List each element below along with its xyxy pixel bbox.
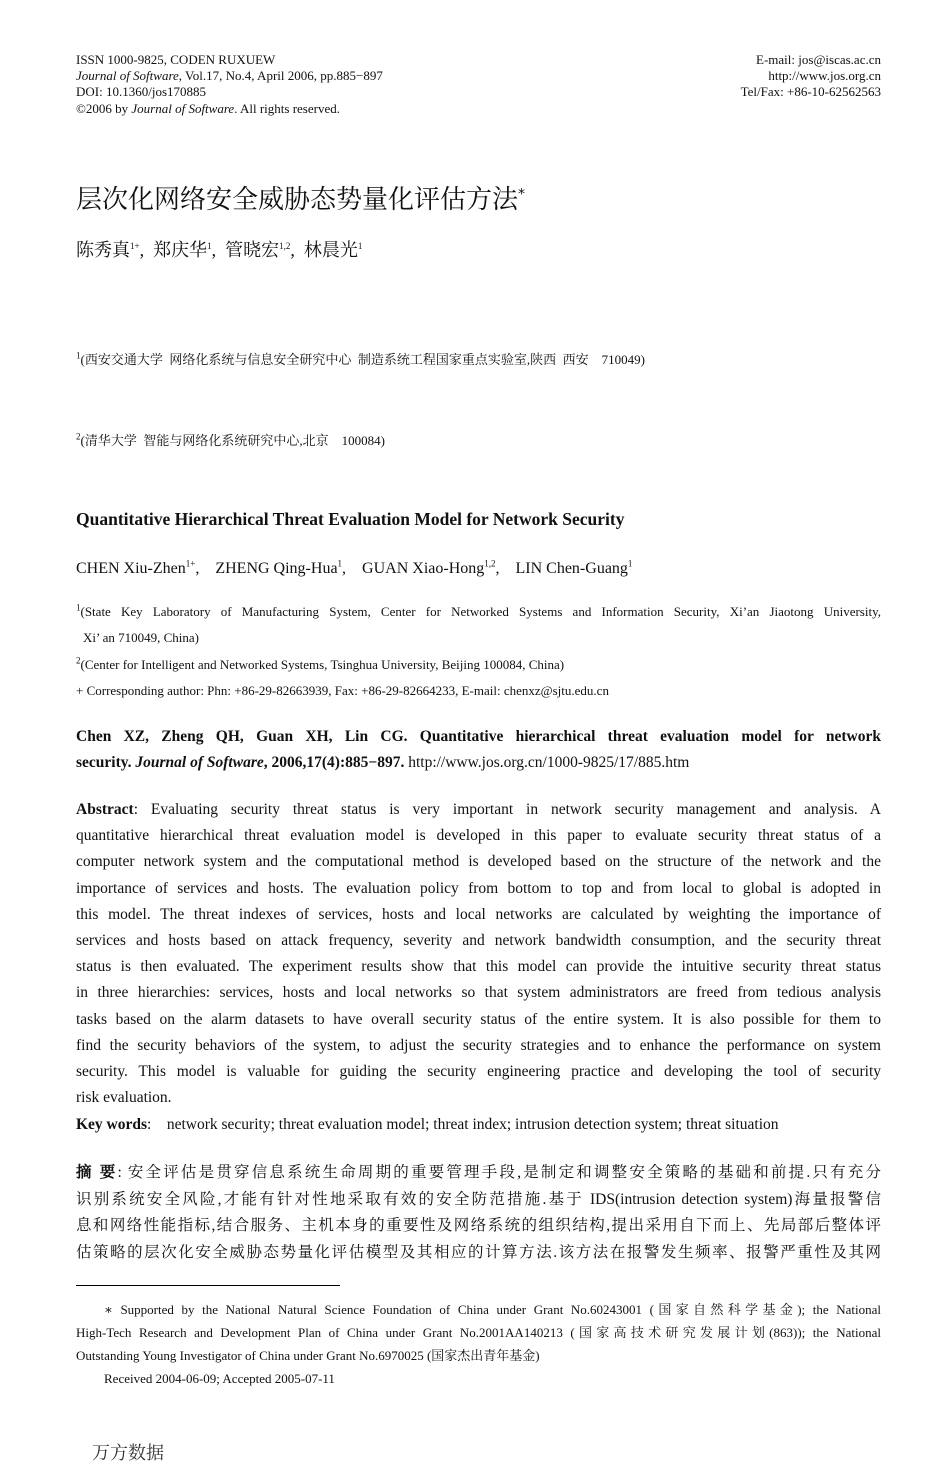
author-sup: 1 <box>357 241 363 251</box>
footnote-line: High-Tech Research and Development Plan of China under Grant No.2001AA140213 (国家高技术研究发展计划(863)); the National <box>76 1325 881 1340</box>
affiliations-en <box>76 599 881 724</box>
keywords-text: : network security; threat evaluation model; threat index; intrusion detection system; threat situation <box>147 1116 779 1133</box>
affil-sup: 1 <box>76 350 81 361</box>
abstract-line <box>76 823 881 849</box>
abstract-line <box>76 1240 881 1267</box>
abstract-text: services and hosts based on attack frequency, severity and network bandwidth consumption, and the security threat <box>76 932 881 950</box>
author: 林晨光 <box>303 240 358 260</box>
copyright <box>76 101 383 117</box>
affiliation <box>76 427 881 454</box>
abstract-line <box>76 1085 881 1111</box>
abstract-text: 估策略的层次化安全威胁态势量化评估模型及其相应的计算方法.该方法在报警发生频率、报警严重性及其网 <box>76 1243 881 1261</box>
abstract-line <box>76 849 881 875</box>
footnote-rule-wrap <box>76 1285 881 1298</box>
affiliations-cn <box>76 292 881 508</box>
affil-sup: 2 <box>76 655 81 666</box>
authors-cn: 陈秀真$^{1+}$, 郑庆华$^1$, 管晓宏$^{1,2}$, 林晨光$^1$ <box>76 240 363 260</box>
affil-text: (清华大学 智能与网络化系统研究中心,北京 100084) <box>80 433 385 448</box>
abstract-line <box>76 876 881 902</box>
issn: ISSN 1000-9825, CODEN RUXUEW <box>76 52 276 67</box>
abstract-text: security. This model is valuable for guiding the security engineering practice and developing the tool of security <box>76 1063 881 1081</box>
citation <box>76 724 881 797</box>
author: LIN Chen-Guang <box>515 560 628 577</box>
abstract-line <box>76 1059 881 1085</box>
volume-info: , Vol.17, No.4, April 2006, pp.885−897 <box>178 68 383 84</box>
affil-text: (Center for Intelligent and Networked Systems, Tsinghua University, Beijing 100084, China) <box>80 656 565 672</box>
abstract-line <box>76 1160 881 1187</box>
author: CHEN Xiu-Zhen <box>76 560 186 577</box>
author: ZHENG Qing-Hua <box>215 560 338 577</box>
abstract-label: Abstract <box>76 801 134 818</box>
abstract-line <box>76 980 881 1006</box>
abstract-line <box>76 1213 881 1240</box>
abstract-line <box>76 1187 881 1214</box>
journal-name: Journal of Software <box>76 68 179 84</box>
author: GUAN Xiao-Hong <box>362 560 485 577</box>
journal-name: Journal of Software <box>131 100 235 116</box>
abstract-text: : Evaluating security threat status is very important in network security management and analysis. A <box>133 801 881 818</box>
abstract-text: 息和网络性能指标,结合服务、主机本身的重要性及网络系统的组织结构,提出采用自下而上、先局部后整体评 <box>76 1217 881 1234</box>
abstract-text: in three hierarchies: services, hosts and local networks so that system administrators are freed from tedious analysis <box>76 984 881 1002</box>
keywords-label: Key words <box>76 1116 148 1133</box>
citation-journal: Journal of Software <box>135 754 264 772</box>
author-sup: 1,2 <box>484 558 496 569</box>
abstract-text: find the security behaviors of the system, to adjust the security strategies and to enhance the performance on system <box>76 1036 881 1054</box>
affiliation-1 <box>76 599 881 625</box>
journal-tel: Tel/Fax: +86-10-62562563 <box>740 84 881 100</box>
author: 郑庆华 <box>153 240 208 260</box>
abstract-text: 识别系统安全风险,才能有针对性地采取有效的安全防范措施.基于 IDS(intrusion detection system)海量报警信 <box>76 1190 881 1208</box>
citation-part: , 2006,17(4):885−897. <box>263 754 409 772</box>
author: 管晓宏 <box>225 240 280 260</box>
abstract-cn <box>76 1160 881 1285</box>
journal-header-left <box>76 52 383 117</box>
abstract-text: importance of services and hosts. The evaluation policy from bottom to top and from local to global is adopted in <box>76 879 881 897</box>
corresponding-author: + Corresponding author: Phn: +86-29-82663939, Fax: +86-29-82664233, E-mail: chenxz@sjtu.edu.cn <box>76 682 609 698</box>
footnote-line: ∗ Supported by the National Natural Science Foundation of China under Grant No.60243001 (国家自然科学基金); the National <box>104 1302 881 1317</box>
affiliation <box>76 346 881 373</box>
abstract-text: tasks based on the alarm datasets to have overall security status of the entire system. It is also possible for them to <box>76 1010 881 1028</box>
footnote-rule <box>76 1285 340 1286</box>
author: 陈秀真 <box>76 240 130 260</box>
abstract-line <box>76 954 881 980</box>
title-cn-text: 层次化网络安全威胁态势量化评估方法 <box>76 185 519 215</box>
journal-header <box>76 52 881 184</box>
journal-header-right <box>741 52 881 101</box>
author-sup: 1,2 <box>279 241 291 251</box>
author-sup: 1 <box>337 558 343 569</box>
received-date: Received 2004-06-09; Accepted 2005-07-11 <box>104 1371 335 1386</box>
abstract-line <box>76 928 881 954</box>
title-cn <box>76 184 881 238</box>
author-sup: 1+ <box>130 241 140 251</box>
footnote-line: Outstanding Young Investigator of China under Grant No.6970025 (国家杰出青年基金) <box>76 1348 540 1363</box>
abstract-text: status is then evaluated. The experiment results show that this model can provide the intuitive security threat status <box>76 958 881 976</box>
citation-part: security. <box>76 754 136 772</box>
citation-url[interactable]: http://www.jos.org.cn/1000-9825/17/885.htm <box>408 754 690 772</box>
citation-line2 <box>76 750 881 776</box>
affil-sup: 2 <box>76 431 81 442</box>
journal-email[interactable]: E-mail: jos@iscas.ac.cn <box>756 52 881 67</box>
author-sup: 1 <box>207 241 212 251</box>
abstract-line <box>76 1033 881 1059</box>
keywords-en <box>76 1112 881 1160</box>
abstract-text: : 安全评估是贯穿信息系统生命周期的重要管理手段,是制定和调整安全策略的基础和前提.只有充分 <box>117 1164 881 1181</box>
affil-sup: 1 <box>76 602 81 613</box>
abstract-en <box>76 797 881 1112</box>
citation-line1: Chen XZ, Zheng QH, Guan XH, Lin CG. Quantitative hierarchical threat evaluation model for network <box>76 728 881 745</box>
journal-url[interactable]: http://www.jos.org.cn <box>768 68 881 84</box>
abstract-text: this model. The threat indexes of services, hosts and local networks are calculated by weighting the importance of <box>76 905 881 923</box>
author-sup: 1 <box>627 558 633 569</box>
title-footnote-mark: * <box>518 186 526 203</box>
doi: DOI: 10.1360/jos170885 <box>76 84 206 100</box>
abstract-line <box>76 797 881 823</box>
copyright-b: . All rights reserved. <box>234 100 340 116</box>
journal-volume <box>76 68 383 84</box>
wanfang-watermark: 万方数据 <box>92 1443 164 1463</box>
abstract-text: risk evaluation. <box>76 1089 172 1107</box>
copyright-a: ©2006 by <box>76 100 132 116</box>
affil-text: (西安交通大学 网络化系统与信息安全研究中心 制造系统工程国家重点实验室,陕西 西安 710049) <box>80 352 645 367</box>
title-en: Quantitative Hierarchical Threat Evaluation Model for Network Security <box>76 509 625 529</box>
footnote <box>76 1298 881 1441</box>
abstract-text: computer network system and the computational method is developed based on the structure of the network and the <box>76 853 881 871</box>
abstract-label: 摘 要 <box>76 1164 118 1181</box>
abstract-line <box>76 902 881 928</box>
author-sup: 1+ <box>185 558 196 569</box>
affil-text: (State Key Laboratory of Manufacturing System, Center for Networked Systems and Information Security, Xi’an Jiaotong University, <box>80 604 881 619</box>
abstract-text: quantitative hierarchical threat evaluation model is developed in this paper to evaluate security threat status of a <box>76 827 881 845</box>
abstract-line <box>76 1007 881 1033</box>
authors-en: CHEN Xiu-Zhen$^{1+}$, ZHENG Qing-Hua$^1$, GUAN Xiao-Hong$^{1,2}$, LIN Chen-Guang$^1$ <box>76 558 633 577</box>
affiliation-1-cont: Xi’ an 710049, China) <box>83 630 200 646</box>
affiliation-2 <box>76 652 881 678</box>
